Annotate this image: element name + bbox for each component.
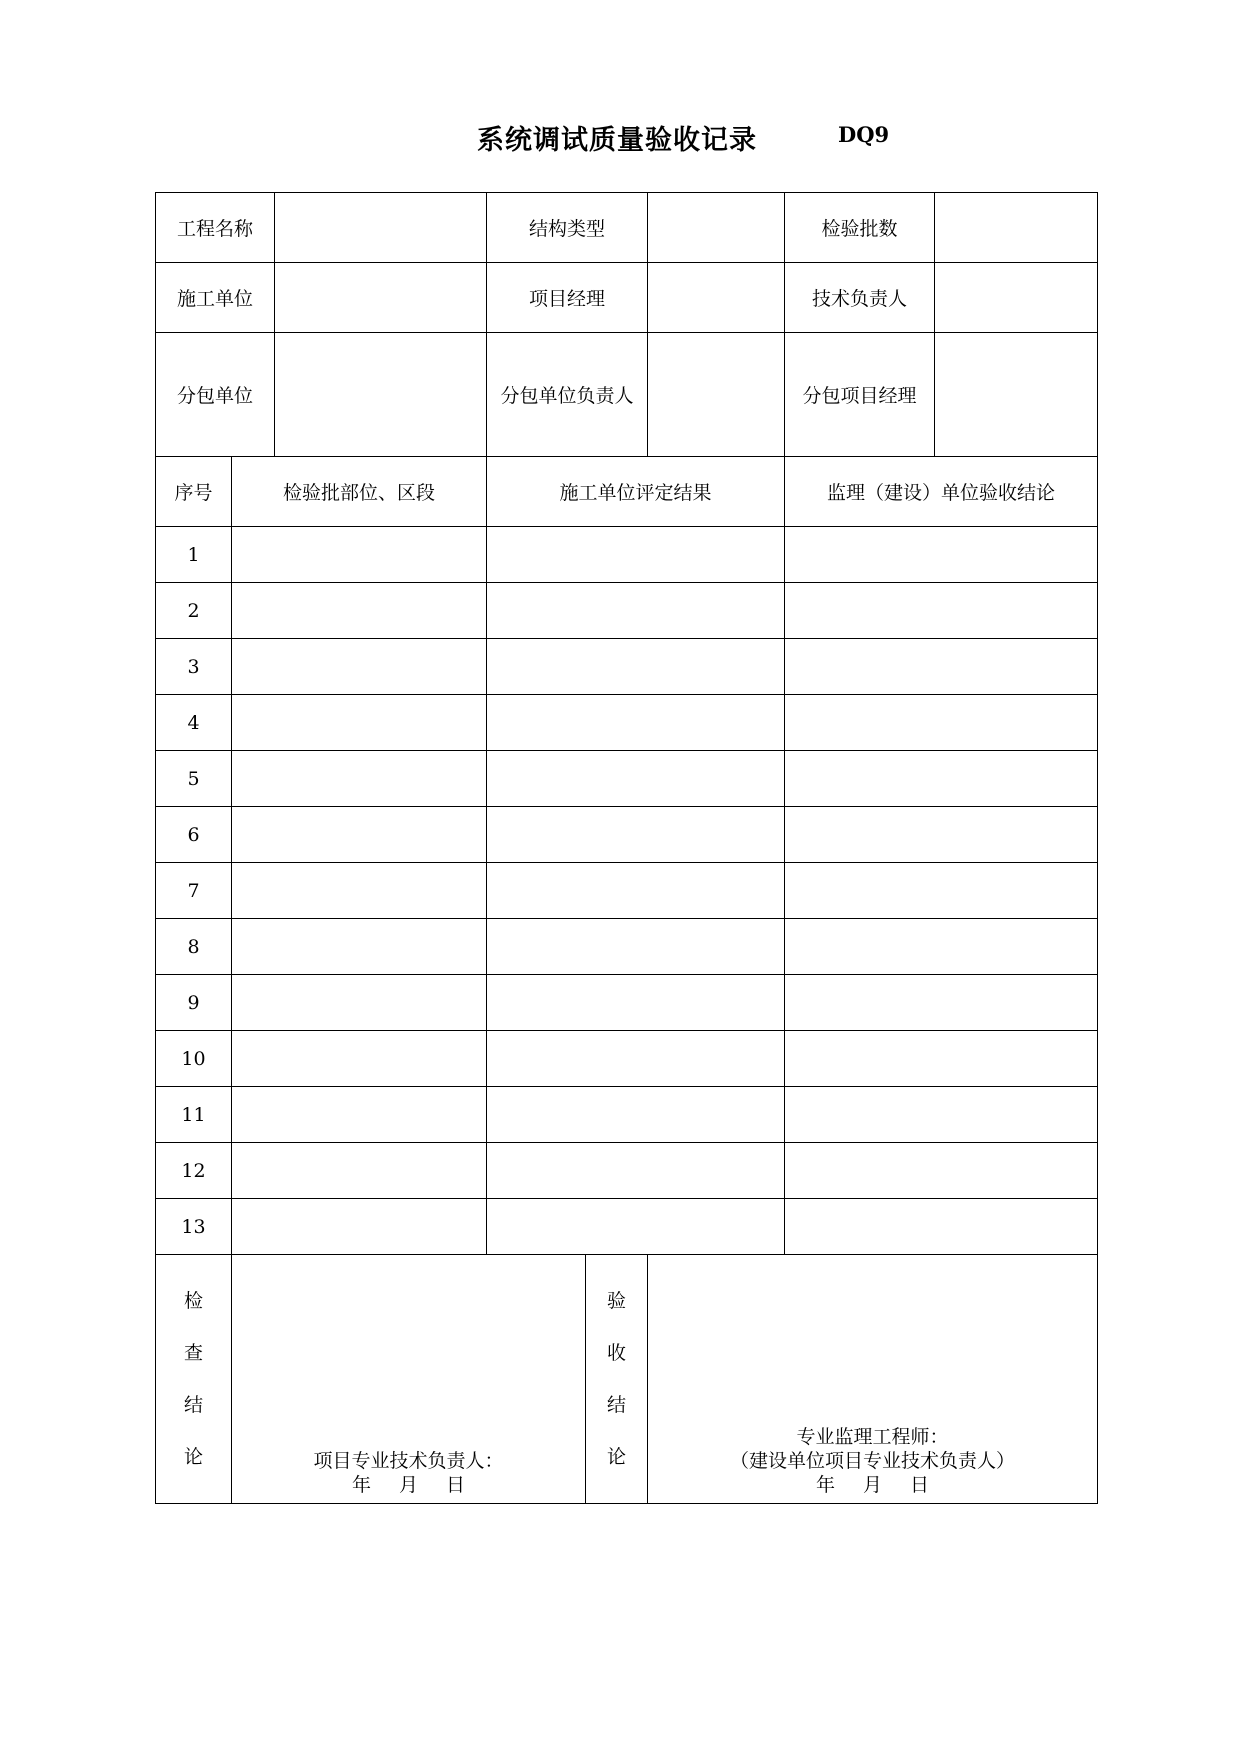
row-number: 8 — [156, 919, 232, 975]
contractor-signature-block — [232, 1449, 585, 1497]
subcontract-pm-field[interactable] — [935, 333, 1098, 457]
table-row — [156, 639, 1098, 695]
row-number: 10 — [156, 1031, 232, 1087]
tech-lead-field[interactable] — [935, 263, 1098, 333]
supervisor-conclusion-cell[interactable] — [785, 1087, 1098, 1143]
table-row — [156, 1087, 1098, 1143]
table-row — [156, 527, 1098, 583]
contractor-result-cell[interactable] — [487, 975, 785, 1031]
construction-unit-label: 施工单位 — [156, 263, 275, 333]
date-year: 年 — [351, 1474, 371, 1496]
location-cell[interactable] — [232, 1087, 487, 1143]
project-manager-field[interactable] — [648, 263, 785, 333]
date-month: 月 — [399, 1474, 419, 1496]
document-header — [0, 118, 1241, 158]
supervisor-conclusion-cell[interactable] — [785, 695, 1098, 751]
contractor-sign-date — [232, 1473, 585, 1497]
location-cell[interactable] — [232, 1143, 487, 1199]
supervisor-conclusion-cell[interactable] — [785, 1031, 1098, 1087]
table-row — [156, 975, 1098, 1031]
row-number: 5 — [156, 751, 232, 807]
info-row-construction — [156, 263, 1098, 333]
table-row — [156, 919, 1098, 975]
supervisor-conclusion-cell[interactable] — [785, 807, 1098, 863]
document-title: 系统调试质量验收记录 — [477, 125, 757, 156]
contractor-signer-label: 项目专业技术负责人： — [313, 1450, 504, 1472]
row-number: 1 — [156, 527, 232, 583]
check-char-2: 查 — [183, 1342, 203, 1364]
supervisor-signer-note: （建设单位项目专业技术负责人） — [730, 1450, 1016, 1472]
location-cell[interactable] — [232, 527, 487, 583]
check-conclusion-area[interactable] — [232, 1255, 586, 1504]
accept-char-2: 收 — [607, 1342, 627, 1364]
location-cell[interactable] — [232, 919, 487, 975]
acceptance-record-table — [155, 192, 1098, 1504]
table-row — [156, 695, 1098, 751]
supervisor-conclusion-cell[interactable] — [785, 1143, 1098, 1199]
location-cell[interactable] — [232, 807, 487, 863]
accept-char-4: 论 — [607, 1446, 627, 1468]
supervisor-sign-date — [648, 1473, 1097, 1497]
contractor-result-cell[interactable] — [487, 1199, 785, 1255]
subcontract-unit-label: 分包单位 — [156, 333, 275, 457]
form-code: DQ9 — [838, 122, 890, 147]
check-char-4: 论 — [183, 1446, 203, 1468]
location-cell[interactable] — [232, 863, 487, 919]
date-day: 日 — [910, 1474, 930, 1496]
date-year: 年 — [816, 1474, 836, 1496]
supervisor-conclusion-cell[interactable] — [785, 863, 1098, 919]
contractor-result-cell[interactable] — [487, 695, 785, 751]
date-day: 日 — [446, 1474, 466, 1496]
header-supervisor-conclusion: 监理（建设）单位验收结论 — [785, 457, 1098, 527]
header-contractor-result: 施工单位评定结果 — [487, 457, 785, 527]
supervisor-conclusion-cell[interactable] — [785, 639, 1098, 695]
location-cell[interactable] — [232, 583, 487, 639]
date-month: 月 — [863, 1474, 883, 1496]
construction-unit-field[interactable] — [275, 263, 487, 333]
supervisor-conclusion-cell[interactable] — [785, 919, 1098, 975]
row-number: 6 — [156, 807, 232, 863]
structure-type-label: 结构类型 — [487, 193, 648, 263]
contractor-result-cell[interactable] — [487, 807, 785, 863]
location-cell[interactable] — [232, 975, 487, 1031]
row-number: 12 — [156, 1143, 232, 1199]
contractor-result-cell[interactable] — [487, 863, 785, 919]
header-location: 检验批部位、区段 — [232, 457, 487, 527]
supervisor-signer-label: 专业监理工程师： — [796, 1426, 949, 1448]
subcontract-pm-label: 分包项目经理 — [785, 333, 935, 457]
project-name-label: 工程名称 — [156, 193, 275, 263]
table-row — [156, 751, 1098, 807]
info-row-subcontract — [156, 333, 1098, 457]
accept-char-1: 验 — [607, 1290, 627, 1312]
batch-count-field[interactable] — [935, 193, 1098, 263]
subcontract-lead-field[interactable] — [648, 333, 785, 457]
project-manager-label: 项目经理 — [487, 263, 648, 333]
supervisor-conclusion-cell[interactable] — [785, 527, 1098, 583]
location-cell[interactable] — [232, 695, 487, 751]
contractor-result-cell[interactable] — [487, 1087, 785, 1143]
accept-conclusion-area[interactable] — [648, 1255, 1098, 1504]
check-char-1: 检 — [183, 1290, 203, 1312]
row-number: 2 — [156, 583, 232, 639]
table-row — [156, 583, 1098, 639]
subcontract-lead-label: 分包单位负责人 — [487, 333, 648, 457]
conclusion-row — [156, 1255, 1098, 1504]
project-name-field[interactable] — [275, 193, 487, 263]
supervisor-conclusion-cell[interactable] — [785, 751, 1098, 807]
supervisor-conclusion-cell[interactable] — [785, 975, 1098, 1031]
supervisor-signature-block — [648, 1425, 1097, 1497]
supervisor-conclusion-cell[interactable] — [785, 583, 1098, 639]
table-row — [156, 1143, 1098, 1199]
subcontract-unit-field[interactable] — [275, 333, 487, 457]
accept-conclusion-label — [586, 1255, 648, 1504]
location-cell[interactable] — [232, 751, 487, 807]
table-row — [156, 1031, 1098, 1087]
row-number: 9 — [156, 975, 232, 1031]
info-row-project — [156, 193, 1098, 263]
header-seq: 序号 — [156, 457, 232, 527]
contractor-result-cell[interactable] — [487, 583, 785, 639]
location-cell[interactable] — [232, 1031, 487, 1087]
row-number: 13 — [156, 1199, 232, 1255]
supervisor-conclusion-cell[interactable] — [785, 1199, 1098, 1255]
batch-count-label: 检验批数 — [785, 193, 935, 263]
contractor-result-cell[interactable] — [487, 919, 785, 975]
table-header-row — [156, 457, 1098, 527]
row-number: 11 — [156, 1087, 232, 1143]
contractor-result-cell[interactable] — [487, 527, 785, 583]
table-row — [156, 863, 1098, 919]
table-row — [156, 807, 1098, 863]
contractor-result-cell[interactable] — [487, 1031, 785, 1087]
contractor-result-cell[interactable] — [487, 751, 785, 807]
contractor-result-cell[interactable] — [487, 1143, 785, 1199]
location-cell[interactable] — [232, 1199, 487, 1255]
tech-lead-label: 技术负责人 — [785, 263, 935, 333]
contractor-result-cell[interactable] — [487, 639, 785, 695]
check-char-3: 结 — [183, 1394, 203, 1416]
check-conclusion-label — [156, 1255, 232, 1504]
location-cell[interactable] — [232, 639, 487, 695]
accept-char-3: 结 — [607, 1394, 627, 1416]
table-row — [156, 1199, 1098, 1255]
row-number: 4 — [156, 695, 232, 751]
row-number: 7 — [156, 863, 232, 919]
structure-type-field[interactable] — [648, 193, 785, 263]
row-number: 3 — [156, 639, 232, 695]
